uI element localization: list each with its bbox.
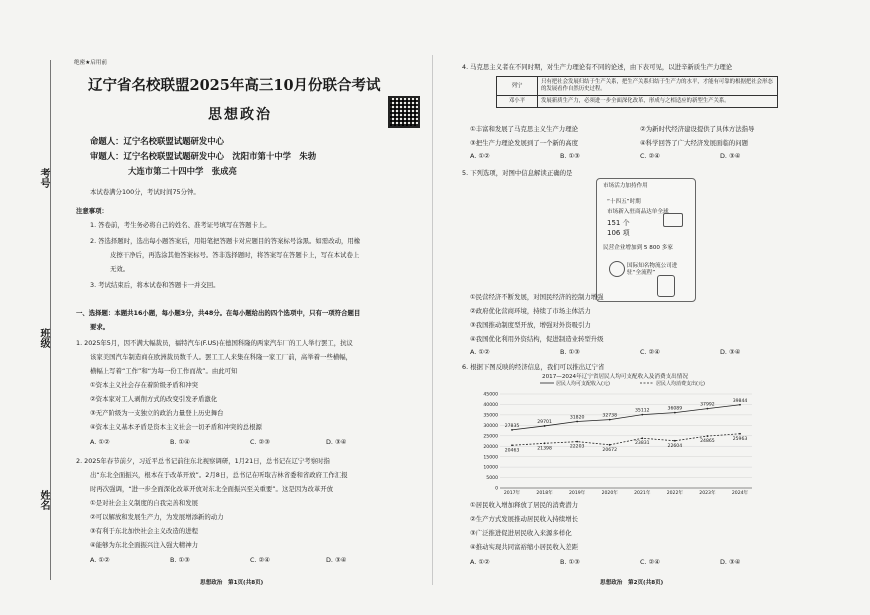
- q4-option-4: ④科学回答了广大经济发展面临的问题: [640, 139, 748, 147]
- series-line-income: [512, 405, 740, 430]
- y-tick-label: 10000: [483, 465, 498, 471]
- phone-icon: [657, 275, 675, 297]
- q2-option-3: ③有利于东北加快社会主义改造的进程: [90, 527, 198, 535]
- q1-line-1: 1. 2025年5月，因不满大幅裁员，福特汽车(F.US)在德国科隆的两家汽车厂的工人举行罢工，抗议: [76, 339, 353, 347]
- data-label: 24865: [700, 439, 715, 445]
- q6-choice-d: D. ③④: [720, 558, 741, 566]
- y-tick-label: 40000: [483, 403, 498, 409]
- x-tick-label: 2020年: [601, 491, 618, 496]
- q2-option-2: ②可以解放和发展生产力，为发展增添新的动力: [90, 513, 224, 521]
- subject-title: 思想政治: [208, 107, 272, 123]
- y-tick-label: 0: [495, 486, 498, 492]
- left-footer: 思想政治 第1页(共8页): [200, 580, 264, 586]
- x-tick-label: 2023年: [699, 491, 716, 496]
- side-label-name: 姓名: [38, 490, 49, 510]
- data-label: 21398: [537, 446, 552, 452]
- chart-title: 2017—2024年辽宁省居民人均可支配收入及消费支出情况: [542, 374, 688, 380]
- author-line-2: 审题人：辽宁名校联盟试题研发中心 沈阳市第十中学 朱勃: [90, 151, 317, 161]
- data-label: 22604: [667, 443, 683, 449]
- y-tick-label: 5000: [486, 476, 498, 482]
- q2-line-1: 2. 2025年春节前夕，习近平总书记前往东北视察调研，1月21日，总书记在辽宁考察时指: [76, 457, 330, 465]
- q4-cell-who: 邓小平: [497, 96, 538, 108]
- x-tick-label: 2021年: [634, 491, 651, 496]
- q1-line-2: 该家美国汽车制造商在欧洲裁员数千人。罢工工人来集在科隆一家工厂前，高举着一些横幅，: [90, 353, 353, 361]
- section-title-2: 要求。: [90, 323, 110, 331]
- q4-choice-d: D. ③④: [720, 152, 741, 160]
- q5-box-item: “十四五”时期: [607, 199, 641, 205]
- table-row: [497, 77, 778, 96]
- data-point: [544, 425, 546, 427]
- notice-2: 2. 答选择题时，选出每小题答案后，用铅笔把答题卡对应题目的答案标号涂黑。如需改动，用橡: [90, 237, 361, 245]
- q2-choice-a: A. ①②: [90, 556, 110, 564]
- q6-option-2: ②生产方式发展推动居民收入持续增长: [470, 515, 578, 523]
- side-label-class: 班级: [38, 328, 49, 348]
- q5-option-1: ①民营经济不断发展，对国民经济的控制力增强: [470, 293, 604, 301]
- notice-title: 注意事项：: [76, 207, 108, 215]
- y-tick-label: 30000: [483, 423, 498, 429]
- side-label-id: 考号: [38, 168, 49, 188]
- data-label: 20672: [602, 447, 618, 453]
- y-tick-label: 15000: [483, 455, 498, 461]
- q1-option-3: ③无产阶级为一支独立的政治力量登上历史舞台: [90, 409, 224, 417]
- header-note: 绝密★启用前: [74, 60, 107, 66]
- y-tick-label: 20000: [483, 444, 498, 450]
- data-label: 31820: [569, 415, 585, 421]
- y-tick-label: 45000: [483, 392, 498, 398]
- data-point: [707, 408, 709, 410]
- right-footer: 思想政治 第2页(共8页): [600, 580, 664, 586]
- q1-choice-a: A. ①②: [90, 438, 110, 446]
- q5-choice-b: B. ①③: [560, 348, 580, 356]
- data-point: [674, 440, 676, 442]
- data-point: [609, 444, 611, 446]
- data-point: [674, 412, 676, 414]
- q6-stem: 6. 根据下图反映的经济信息，我们可以推出辽宁省: [462, 363, 605, 371]
- q2-option-1: ①是对社会主义制度的自我完善和发展: [90, 499, 198, 507]
- data-label: 22203: [569, 444, 585, 450]
- q1-line-3: 横幅上写着“工作”和“为每一份工作而战”。由此可知: [90, 367, 238, 375]
- q4-choice-c: C. ②④: [640, 152, 660, 160]
- q6-choice-b: B. ①③: [560, 558, 580, 566]
- notice-2b: 皮擦干净后，再选涂其他答案标号。答非选择题时，将答案写在答题卡上，写在本试卷上: [110, 251, 360, 259]
- y-tick-label: 25000: [483, 434, 498, 440]
- q2-choice-c: C. ②④: [250, 556, 270, 564]
- q1-option-2: ②资本家对工人剥削方式的改变引发矛盾激化: [90, 395, 218, 403]
- data-label: 29701: [537, 419, 552, 425]
- data-label: 32738: [602, 413, 618, 419]
- q6-option-1: ①居民收入增加释放了居民的消费潜力: [470, 501, 578, 509]
- data-point: [576, 441, 578, 443]
- q5-box-item: 国际知名物流公司进驻“全流程”: [627, 263, 678, 276]
- q4-table: [496, 76, 778, 108]
- q6-option-4: ④推动实现共同富裕缩小居民收入差距: [470, 543, 578, 551]
- q2-line-2: 出“东北全面振兴，根本在于改革开放”。2月8日，总书记在听取吉林省委和省政府工作汇报: [90, 471, 348, 479]
- page-divider: [432, 55, 433, 585]
- q4-stem: 4. 马克思主义者在不同时期，对生产力理论有不同的论述，由下表可见，以进辛新质生产力理论: [462, 63, 733, 71]
- q5-stem: 5. 下列选项，对图中信息解读正确的是: [462, 169, 573, 177]
- data-point: [641, 437, 643, 439]
- data-label: 39844: [732, 398, 748, 404]
- x-tick-label: 2018年: [536, 491, 553, 496]
- legend-income: 居民人均可支配收入(元): [556, 381, 610, 387]
- q5-choice-d: D. ③④: [720, 348, 741, 356]
- author-line-1: 命题人：辽宁名校联盟试题研发中心: [90, 136, 224, 146]
- q2-line-3: 时再次强调，“进一步全面深化改革开放对东北全面振兴至关重要”。这是因为改革开放: [90, 485, 334, 493]
- data-label: 20463: [504, 448, 520, 454]
- q4-option-3: ③把生产力理论发展到了一个新的高度: [470, 139, 578, 147]
- q5-box-item: 市场新入驻商品达单全球: [607, 209, 669, 215]
- data-label: 25963: [732, 436, 748, 442]
- exam-title: 辽宁省名校联盟2025年高三10月份联合考试: [88, 77, 381, 94]
- legend-consumption: 居民人均消费支出(元): [656, 381, 705, 387]
- q6-option-3: ③广泛推进促进居民收入来源多样化: [470, 529, 572, 537]
- data-label: 23831: [634, 441, 650, 447]
- q5-box-item: 106 项: [607, 229, 630, 237]
- q5-option-4: ④我国优化利用外资结构，促进制造业转型升级: [470, 335, 604, 343]
- q5-option-3: ③我国推动制度型开放，增强对外资吸引力: [470, 321, 591, 329]
- data-point: [511, 429, 513, 431]
- data-label: 37992: [700, 402, 715, 408]
- section-title: 一、选择题：本题共16小题，每小题3分，共48分。在每小题给出的四个选项中，只有一项符合题目: [76, 309, 361, 317]
- q5-box-item: 151 个: [607, 219, 630, 227]
- globe-icon: [609, 261, 625, 277]
- x-tick-label: 2019年: [568, 491, 586, 496]
- data-point: [739, 404, 741, 406]
- q1-choice-b: B. ①④: [170, 438, 190, 446]
- notice-1: 1. 答卷前，考生务必将自己的姓名、准考证号填写在答题卡上。: [90, 221, 271, 229]
- q5-box-head: 市场活力加持作用: [603, 183, 648, 189]
- q1-choice-d: D. ③④: [326, 438, 347, 446]
- data-point: [576, 421, 578, 423]
- q2-choice-d: D. ③④: [326, 556, 347, 564]
- x-tick-label: 2017年: [503, 491, 521, 496]
- q4-option-1: ①丰富和发展了马克思主义生产力理论: [470, 125, 578, 133]
- data-label: 36089: [667, 406, 683, 412]
- notice-2c: 无效。: [110, 265, 130, 273]
- q6-choice-c: C. ②④: [640, 558, 660, 566]
- data-point: [609, 419, 611, 421]
- data-point: [511, 444, 513, 446]
- q4-choice-b: B. ①③: [560, 152, 580, 160]
- q1-choice-c: C. ②③: [250, 438, 270, 446]
- data-point: [641, 414, 643, 416]
- q5-choice-c: C. ②④: [640, 348, 660, 356]
- q1-option-1: ①资本主义社会存在着阶级矛盾和冲突: [90, 381, 198, 389]
- q2-option-4: ④能够为东北全面振兴注入强大精神力: [90, 541, 198, 549]
- qr-code: [388, 96, 420, 128]
- y-tick-label: 35000: [483, 413, 498, 419]
- data-point: [544, 442, 546, 444]
- q4-cell-text: 只有把社会发展归结于生产关系，把生产关系归结于生产力的水平，才能有可靠的根据把社会形态的发展看作自然历史过程。: [538, 77, 778, 96]
- q5-infographic: [596, 178, 696, 302]
- income-chart: [470, 370, 760, 498]
- q5-option-2: ②政府优化营商环境，持续了市场主体活力: [470, 307, 591, 315]
- q5-choice-a: A. ①②: [470, 348, 490, 356]
- author-line-3: 大连市第二十四中学 张成亮: [128, 166, 237, 176]
- table-row: [497, 96, 778, 108]
- notice-3: 3. 考试结束后，将本试卷和答题卡一并交回。: [90, 281, 220, 289]
- data-point: [707, 435, 709, 437]
- q1-option-4: ④资本主义基本矛盾是资本主义社会一切矛盾和冲突的总根源: [90, 423, 262, 431]
- x-tick-label: 2024年: [731, 491, 749, 496]
- q2-choice-b: B. ①③: [170, 556, 190, 564]
- q4-cell-who: 列宁: [497, 77, 538, 96]
- data-label: 35112: [634, 408, 650, 414]
- x-tick-label: 2022年: [666, 491, 684, 496]
- q4-option-2: ②为新时代经济建设提供了具体方法指导: [640, 125, 755, 133]
- data-label: 27835: [504, 423, 520, 429]
- data-point: [739, 433, 741, 435]
- score-note: 本试卷满分100分，考试时间75分钟。: [90, 188, 200, 196]
- q5-box-item: 民营企业增加到 5 800 多家: [603, 245, 673, 251]
- ship-icon: [663, 213, 683, 227]
- q4-choice-a: A. ①②: [470, 152, 490, 160]
- q6-choice-a: A. ①②: [470, 558, 490, 566]
- q4-cell-text: 发展新质生产力，必须进一步全面深化改革，形成与之相适应的新型生产关系。: [538, 96, 778, 108]
